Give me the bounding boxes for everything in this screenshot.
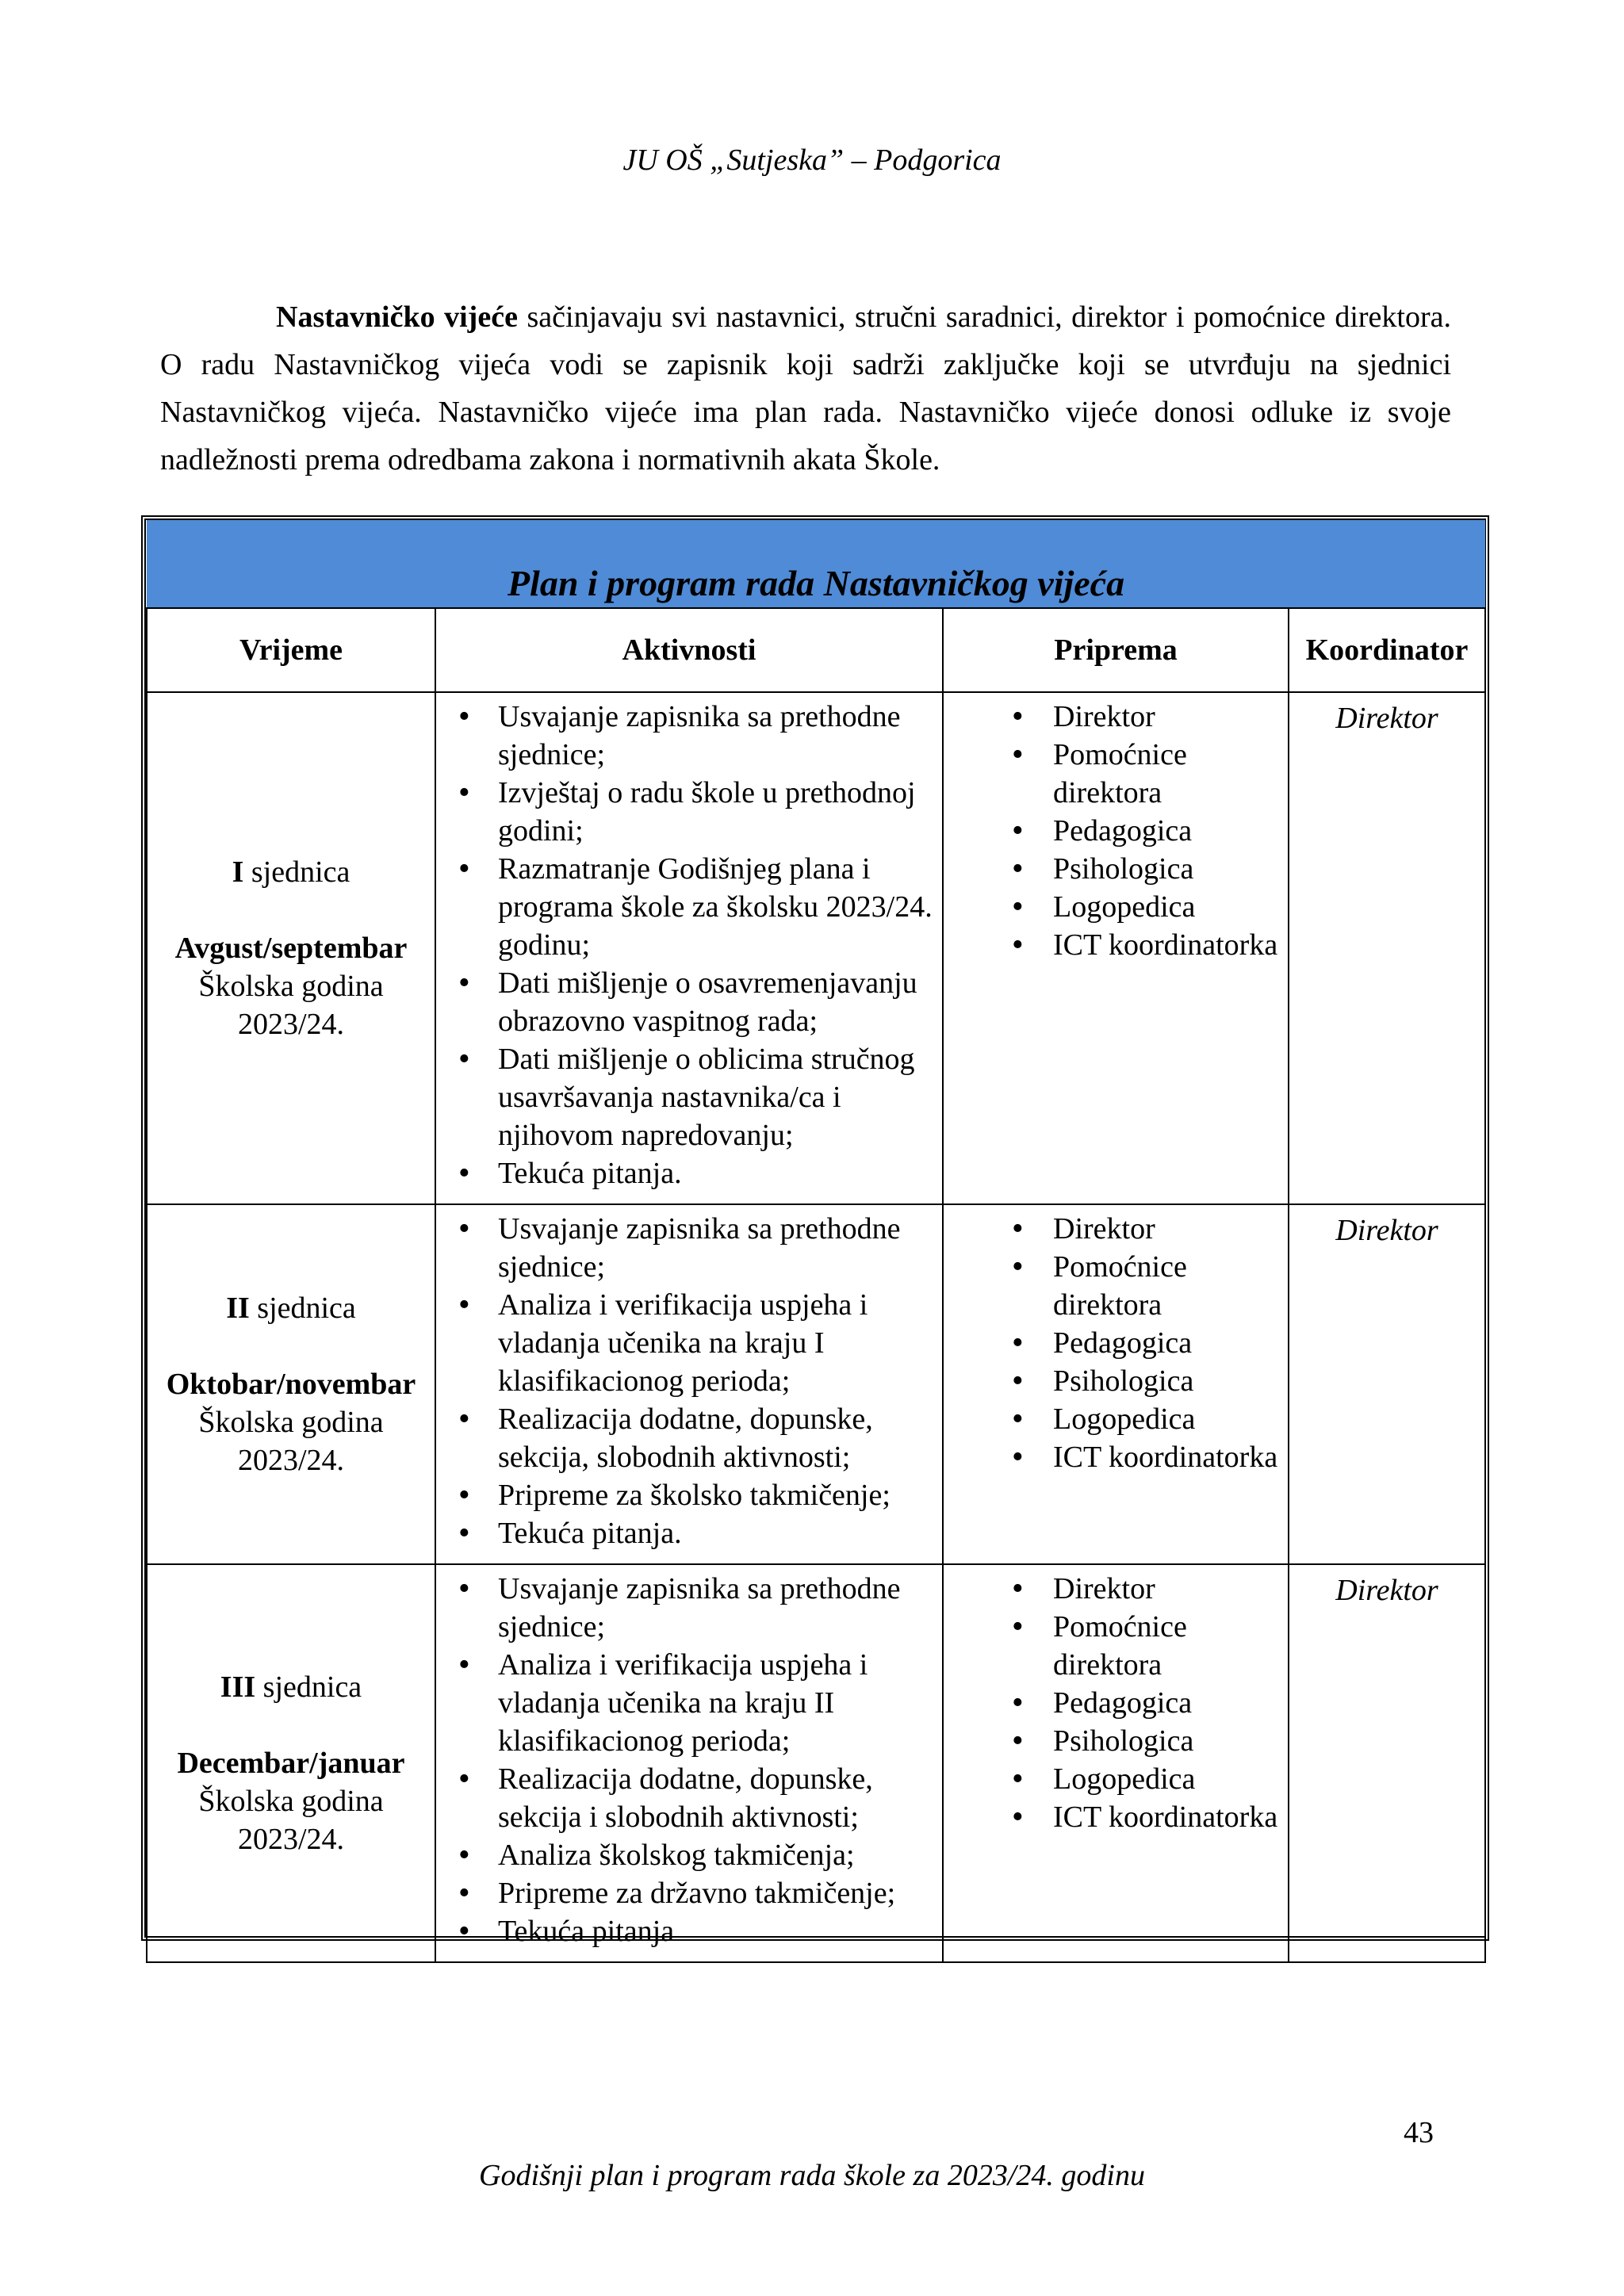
- table-row: [147, 692, 1485, 1204]
- column-header-coordinator: Koordinator: [1289, 608, 1485, 692]
- activity-item: • Analiza školskog takmičenja;: [498, 1836, 934, 1874]
- activity-item: • Tekuća pitanja: [498, 1912, 934, 1950]
- preparation-cell: [943, 1564, 1289, 1962]
- preparation-item: • Direktor: [1053, 1210, 1280, 1248]
- activity-item: • Tekuća pitanja.: [498, 1154, 934, 1192]
- coordinator-cell: Direktor: [1289, 692, 1485, 1204]
- school-year: 2023/24.: [237, 1008, 345, 1041]
- table-title: Plan i program rada Nastavničkog vijeća: [147, 520, 1485, 608]
- preparation-item: • Psihologica: [1053, 850, 1280, 888]
- preparation-item: • Psihologica: [1053, 1362, 1280, 1400]
- activities-cell: [435, 1564, 943, 1962]
- session-number: III: [220, 1670, 256, 1704]
- activity-item: • Realizacija dodatne, dopunske, sekcija, slobodnih aktivnosti;: [498, 1400, 934, 1476]
- activity-item: • Pripreme za državno takmičenje;: [498, 1874, 934, 1912]
- preparation-item: • Pedagogica: [1053, 1684, 1280, 1722]
- activity-item: • Usvajanje zapisnika sa prethodne sjednice;: [498, 698, 934, 774]
- preparation-item: • Psihologica: [1053, 1722, 1280, 1760]
- preparation-item: • Pedagogica: [1053, 1324, 1280, 1362]
- column-header-time: Vrijeme: [147, 608, 435, 692]
- preparation-item: • ICT koordinatorka: [1053, 1438, 1280, 1476]
- school-year-label: Školska godina: [198, 970, 384, 1003]
- activity-item: • Pripreme za školsko takmičenje;: [498, 1476, 934, 1514]
- preparation-item: • Direktor: [1053, 698, 1280, 736]
- column-header-activities: Aktivnosti: [435, 608, 943, 692]
- activity-item: • Analiza i verifikacija uspjeha i vladanja učenika na kraju I klasifikacionog perioda;: [498, 1286, 934, 1400]
- preparation-item: • ICT koordinatorka: [1053, 1798, 1280, 1836]
- preparation-item: • Pomoćnice direktora: [1053, 736, 1280, 812]
- column-header-preparation: Priprema: [943, 608, 1289, 692]
- coordinator-cell: Direktor: [1289, 1564, 1485, 1962]
- session-word: sjednica: [262, 1670, 362, 1704]
- session-period: Avgust/septembar: [174, 932, 408, 965]
- activity-item: • Izvještaj o radu škole u prethodnoj godini;: [498, 774, 934, 850]
- preparation-item: • Logopedica: [1053, 888, 1280, 926]
- session-period: Oktobar/novembar: [166, 1368, 416, 1401]
- preparation-item: • ICT koordinatorka: [1053, 926, 1280, 964]
- activities-cell: [435, 692, 943, 1204]
- school-year-label: Školska godina: [198, 1406, 384, 1439]
- session-number: I: [232, 855, 244, 889]
- activity-item: • Razmatranje Godišnjeg plana i programa škole za školsku 2023/24. godinu;: [498, 850, 934, 964]
- page-footer: Godišnji plan i program rada škole za 2023/24. godinu: [479, 2159, 1145, 2192]
- preparation-cell: [943, 1204, 1289, 1564]
- coordinator-cell: Direktor: [1289, 1204, 1485, 1564]
- session-number: II: [226, 1292, 250, 1325]
- page-number: 43: [1404, 2116, 1434, 2149]
- preparation-item: • Pomoćnice direktora: [1053, 1608, 1280, 1684]
- activity-item: • Usvajanje zapisnika sa prethodne sjednice;: [498, 1210, 934, 1286]
- preparation-item: • Logopedica: [1053, 1760, 1280, 1798]
- school-year: 2023/24.: [237, 1823, 345, 1856]
- session-word: sjednica: [251, 855, 350, 889]
- preparation-item: • Direktor: [1053, 1570, 1280, 1608]
- session-time-cell: [147, 1204, 435, 1564]
- page-header: JU OŠ „Sutjeska” – Podgorica: [622, 144, 1002, 177]
- session-time-cell: [147, 1564, 435, 1962]
- school-year-label: Školska godina: [198, 1785, 384, 1818]
- intro-paragraph: [160, 293, 1451, 484]
- council-plan-table: [141, 515, 1489, 1948]
- session-word: sjednica: [257, 1292, 356, 1325]
- activities-cell: [435, 1204, 943, 1564]
- activity-item: • Usvajanje zapisnika sa prethodne sjednice;: [498, 1570, 934, 1646]
- preparation-item: • Pomoćnice direktora: [1053, 1248, 1280, 1324]
- session-period: Decembar/januar: [177, 1747, 405, 1780]
- preparation-item: • Logopedica: [1053, 1400, 1280, 1438]
- activity-item: • Dati mišljenje o oblicima stručnog usavršavanja nastavnika/ca i njihovom napredovanju;: [498, 1040, 934, 1154]
- activity-item: • Dati mišljenje o osavremenjavanju obrazovno vaspitnog rada;: [498, 964, 934, 1040]
- table-row: [147, 1564, 1485, 1962]
- intro-text: sačinjavaju svi nastavnici, stručni saradnici, direktor i pomoćnice direktora. O radu Nastavničkog vijeća vodi se zapisnik koji sadrži zaključke koji se utvrđuju na sjednici Nastavničkog vijeća. Nastavničko vijeće ima plan rada. Nastavničko vijeće donosi odluke iz svoje nadležnosti prema odredbama zakona i normativnih akata Škole.: [160, 300, 1451, 476]
- activity-item: • Tekuća pitanja.: [498, 1514, 934, 1552]
- plan-table: [146, 520, 1486, 1963]
- table-row: [147, 1204, 1485, 1564]
- intro-bold: Nastavničko vijeće: [276, 300, 518, 334]
- activity-item: • Analiza i verifikacija uspjeha i vladanja učenika na kraju II klasifikacionog perioda;: [498, 1646, 934, 1760]
- preparation-item: • Pedagogica: [1053, 812, 1280, 850]
- session-time-cell: [147, 692, 435, 1204]
- school-year: 2023/24.: [237, 1444, 345, 1477]
- preparation-cell: [943, 692, 1289, 1204]
- activity-item: • Realizacija dodatne, dopunske, sekcija i slobodnih aktivnosti;: [498, 1760, 934, 1836]
